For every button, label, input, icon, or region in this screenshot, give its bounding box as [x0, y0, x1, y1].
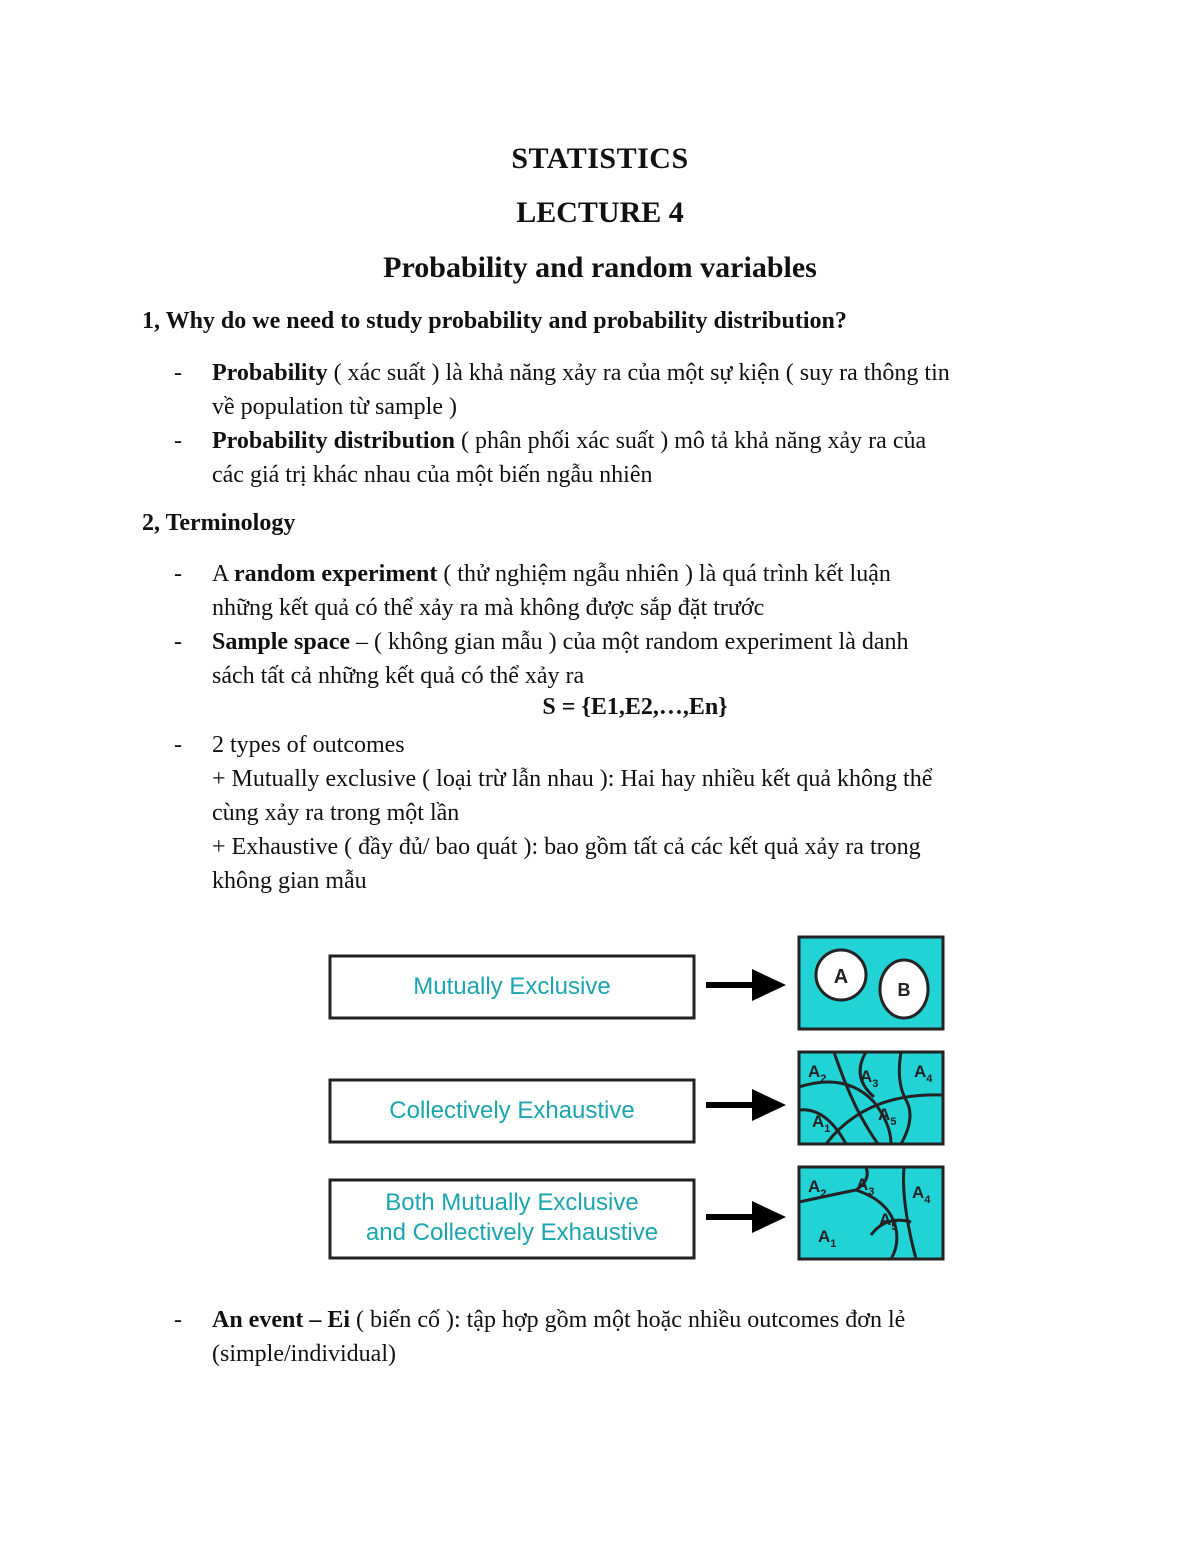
- region-a4-label: $A_4$: [914, 1062, 933, 1085]
- bullet-dash: -: [174, 629, 182, 655]
- region-a2-label: $A_2$: [808, 1062, 827, 1085]
- definition-text: (simple/individual): [212, 1341, 396, 1367]
- lecture-topic: Probability and random variables: [383, 251, 817, 284]
- bullet-sample-space: [174, 625, 1074, 693]
- event-a-label: A: [833, 966, 849, 988]
- definition-text: những kết quả có thể xảy ra mà không được sắp đặt trước: [212, 595, 765, 621]
- document-title: STATISTICS: [511, 142, 689, 175]
- both-label-line2: and Collectively Exhaustive: [365, 1219, 659, 1246]
- region-a4-label: $A_4$: [912, 1183, 931, 1206]
- term-probability: Probability: [212, 360, 328, 386]
- definition-text: sách tất cả những kết quả có thể xảy ra: [212, 663, 585, 689]
- term-sample-space: Sample space: [212, 629, 350, 655]
- both-label-line1: Both Mutually Exclusive: [385, 1189, 639, 1216]
- term-random-experiment: random experiment: [234, 561, 438, 587]
- collectively-exhaustive-label: Collectively Exhaustive: [389, 1097, 635, 1124]
- event-b-label: B: [897, 980, 911, 1000]
- definition-text: về population từ sample ): [212, 394, 457, 420]
- bullet-probability-distribution: [174, 424, 1074, 492]
- bullet-event: [174, 1303, 1074, 1371]
- definition-text: – ( không gian mẫu ) của một random experiment là danh: [350, 629, 909, 655]
- outcome-types-intro: 2 types of outcomes: [212, 732, 405, 758]
- right-arrow-icon: [706, 1089, 786, 1121]
- outcome-types-diagram: [326, 932, 950, 1264]
- region-a5-label: $A_5$: [879, 1210, 898, 1233]
- definition-text: các giá trị khác nhau của một biến ngẫu nhiên: [212, 462, 653, 488]
- definition-text: ( xác suất ) là khả năng xảy ra của một sự kiện ( suy ra thông tin: [327, 360, 950, 386]
- region-a5-label: $A_5$: [878, 1105, 897, 1128]
- mutually-exclusive-definition: + Mutually exclusive ( loại trừ lẫn nhau ): Hai hay nhiều kết quả không thể: [212, 766, 933, 792]
- section1-heading: 1, Why do we need to study probability and probability distribution?: [142, 308, 847, 334]
- term-probability-distribution: Probability distribution: [212, 428, 455, 454]
- bullet-dash: -: [174, 1307, 182, 1333]
- exhaustive-definition-cont: không gian mẫu: [212, 868, 367, 894]
- bullet-outcome-types: [174, 728, 1074, 898]
- bullet-dash: -: [174, 428, 182, 454]
- bullet-probability: [174, 356, 1074, 424]
- region-a3-label: $A_3$: [856, 1175, 875, 1198]
- lecture-number: LECTURE 4: [516, 196, 684, 229]
- right-arrow-icon: [706, 1201, 786, 1233]
- bullet-dash: -: [174, 360, 182, 386]
- definition-text: ( phân phối xác suất ) mô tả khả năng xảy ra của: [454, 428, 927, 454]
- region-a1-label: $A_1$: [812, 1112, 831, 1135]
- definition-text: ( biến cố ): tập hợp gồm một hoặc nhiều outcomes đơn lẻ: [350, 1307, 906, 1333]
- region-a3-label: $A_3$: [860, 1067, 879, 1090]
- prefix-text: A: [212, 561, 235, 587]
- bullet-dash: -: [174, 732, 182, 758]
- section2-heading: 2, Terminology: [142, 510, 296, 536]
- sample-space-formula: S = {E1,E2,…,En}: [542, 694, 728, 720]
- mutually-exclusive-definition-cont: cùng xảy ra trong một lần: [212, 800, 460, 826]
- exhaustive-definition: + Exhaustive ( đầy đủ/ bao quát ): bao gồm tất cả các kết quả xảy ra trong: [212, 834, 921, 860]
- bullet-random-experiment: [174, 557, 1074, 625]
- definition-text: ( thử nghiệm ngẫu nhiên ) là quá trình kết luận: [437, 561, 891, 587]
- region-a1-label: $A_1$: [818, 1227, 837, 1250]
- region-a2-label: $A_2$: [808, 1177, 827, 1200]
- bullet-dash: -: [174, 561, 182, 587]
- term-event: An event – Ei: [212, 1307, 350, 1333]
- right-arrow-icon: [706, 969, 786, 1001]
- mutually-exclusive-label: Mutually Exclusive: [413, 973, 611, 1000]
